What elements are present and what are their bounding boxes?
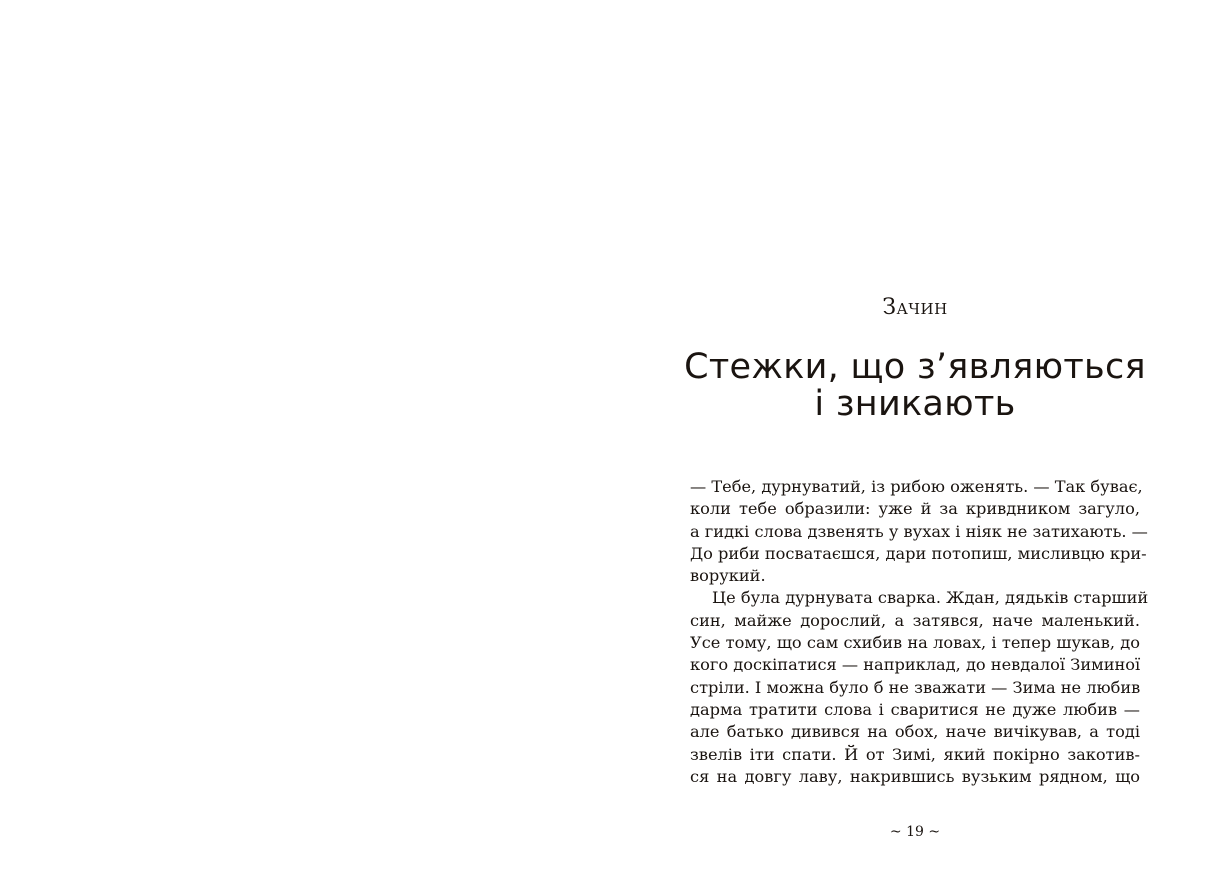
chapter-label: Зачин (882, 295, 948, 320)
chapter-title-line-1: Стежки, що з’являються (684, 347, 1146, 387)
text-line: стріли. І можна було б не зважати — Зима не любив (690, 677, 1141, 697)
text-line: дарма тратити слова і сваритися не дуже любив — (690, 699, 1140, 719)
text-line: а гидкі слова дзвенять у вухах і ніяк не затихають. — (690, 521, 1148, 541)
text-line: кого доскіпатися — наприклад, до невдалої Зиминої (690, 655, 1141, 675)
text-line: син, майже дорослий, а затявся, наче маленький. (690, 610, 1140, 630)
text-line: Усе тому, що сам схибив на ловах, і тепер шукав, до (690, 633, 1140, 653)
text-line: Це була дурнувата сварка. Ждан, дядьків старший (712, 588, 1149, 608)
text-line: До риби посватаєшся, дари потопиш, мисливцю кри- (690, 543, 1147, 563)
chapter-title (680, 349, 1150, 423)
body-text (690, 476, 1149, 788)
chapter-title-line-2: і зникають (814, 384, 1016, 424)
text-line: коли тебе образили: уже й за кривдником загуло, (690, 499, 1140, 519)
text-line: — Тебе, дурнуватий, із рибою оженять. — Так буває, (690, 477, 1143, 496)
text-line: але батько дивився на обох, наче вичікував, а тоді (690, 722, 1140, 742)
text-line: звелів іти спати. Й от Зимі, який покірно закотив- (690, 744, 1140, 764)
text-line: ворукий. (690, 566, 766, 586)
text-line: ся на довгу лаву, накрившись вузьким рядном, що (690, 766, 1140, 786)
page-number: ~ 19 ~ (889, 824, 941, 840)
